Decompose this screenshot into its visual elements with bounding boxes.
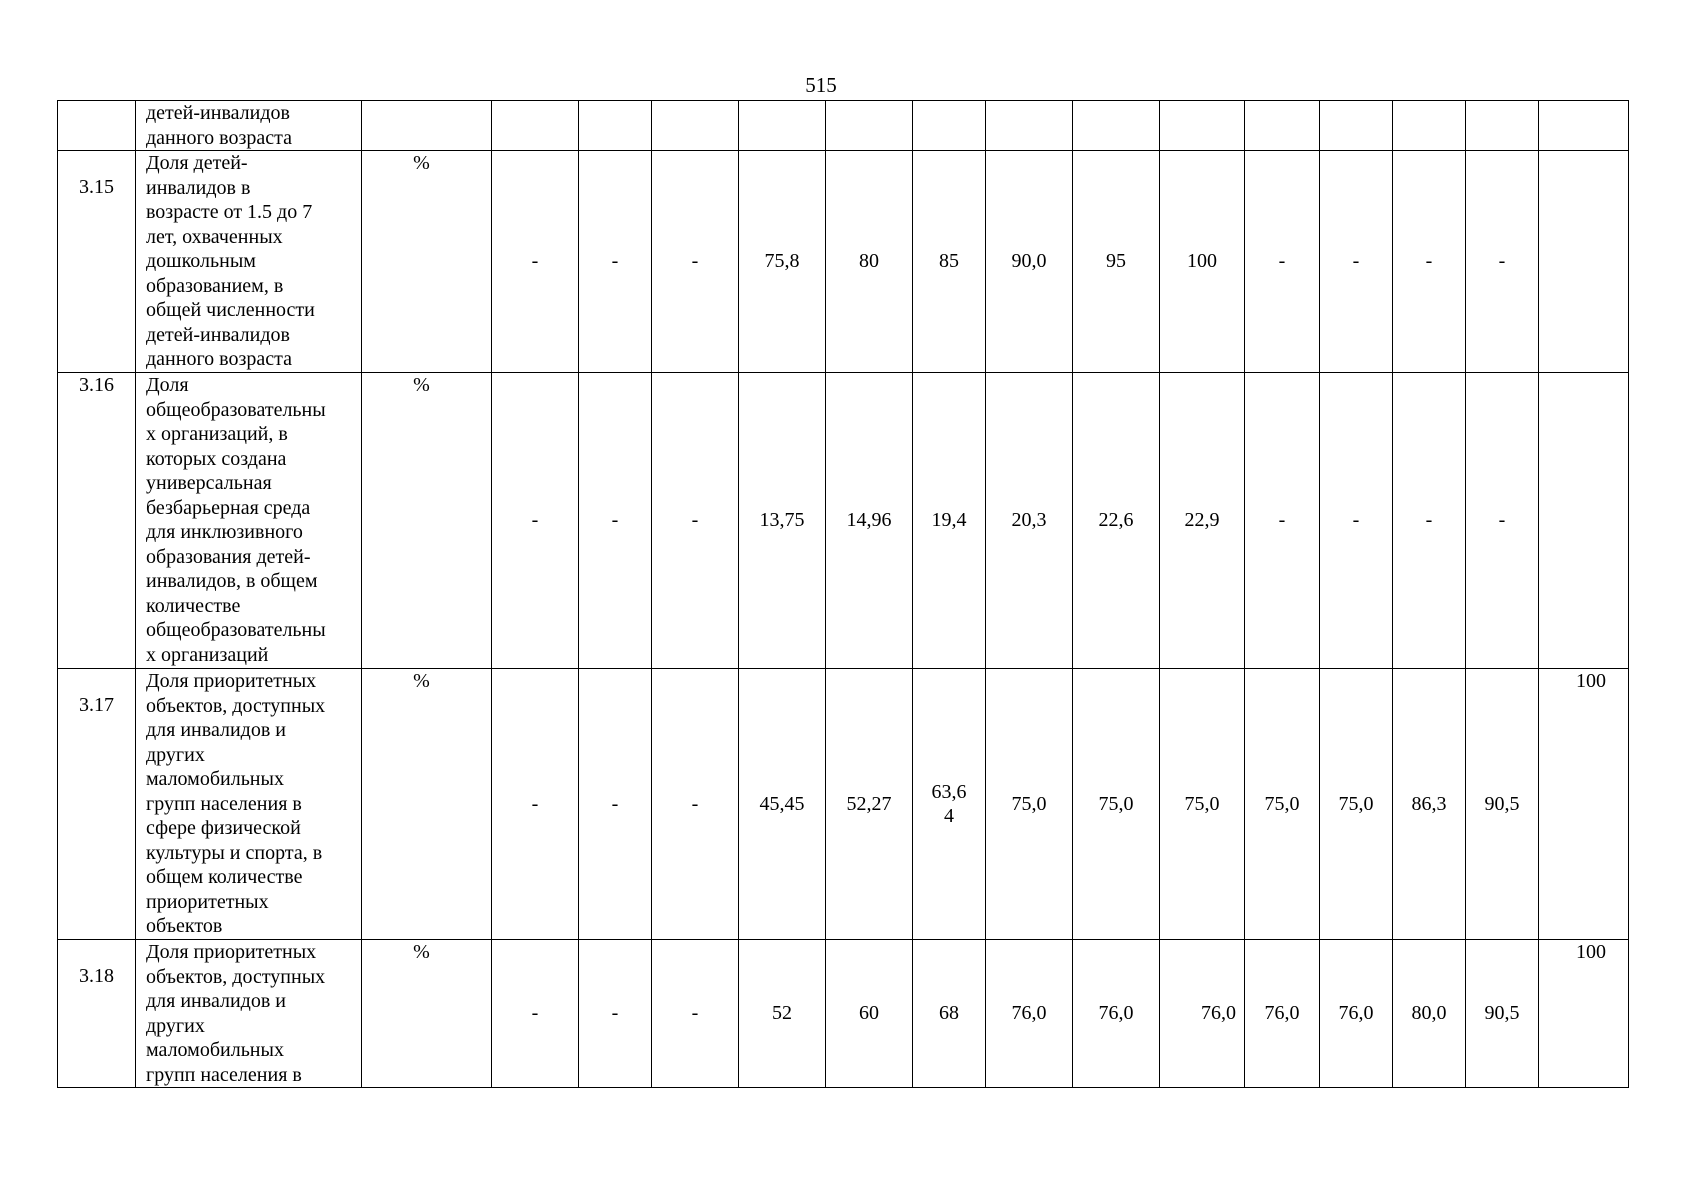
value-cell bbox=[492, 101, 579, 151]
unit-cell: % bbox=[362, 151, 492, 373]
value-cell bbox=[1539, 373, 1629, 669]
value-cell: 80,0 bbox=[1393, 940, 1466, 1088]
value-cell: 75,0 bbox=[1245, 669, 1320, 940]
value-cell: 60 bbox=[826, 940, 913, 1088]
indicator-name bbox=[136, 101, 362, 151]
indicator-name-line: объектов, доступных bbox=[146, 965, 326, 988]
value-cell: - bbox=[1393, 151, 1466, 373]
indicator-name-line: образования детей- bbox=[146, 545, 311, 568]
value-cell: - bbox=[579, 151, 652, 373]
value-cell bbox=[579, 101, 652, 151]
table-row bbox=[58, 669, 1629, 940]
value-cell: 22,6 bbox=[1073, 373, 1160, 669]
indicator-name-line: детей-инвалидов bbox=[146, 323, 290, 346]
row-number: 3.15 bbox=[58, 151, 136, 373]
value-cell: 90,5 bbox=[1466, 940, 1539, 1088]
value-cell bbox=[652, 101, 739, 151]
value-cell: - bbox=[652, 940, 739, 1088]
row-number: 3.16 bbox=[58, 373, 136, 669]
unit-cell: % bbox=[362, 669, 492, 940]
value-cell bbox=[1160, 101, 1245, 151]
value-cell: 86,3 bbox=[1393, 669, 1466, 940]
value-cell: 20,3 bbox=[986, 373, 1073, 669]
value-cell: 13,75 bbox=[739, 373, 826, 669]
value-cell: 85 bbox=[913, 151, 986, 373]
value-cell bbox=[1393, 101, 1466, 151]
indicator-name-line: других bbox=[146, 743, 205, 766]
value-cell bbox=[739, 101, 826, 151]
indicator-name-line: инвалидов, в общем bbox=[146, 570, 318, 592]
table-row bbox=[58, 151, 1629, 373]
indicator-name-line: инвалидов в bbox=[146, 176, 251, 199]
value-cell: - bbox=[1393, 373, 1466, 669]
indicator-name-line: которых создана bbox=[146, 447, 287, 470]
indicator-name-line: Доля приоритетных bbox=[146, 941, 317, 963]
value-cell: 63,6 4 bbox=[913, 669, 986, 940]
indicator-name-line: дошкольным bbox=[146, 250, 256, 272]
value-cell: - bbox=[579, 940, 652, 1088]
row-number: 3.18 bbox=[58, 940, 136, 1088]
value-cell bbox=[1466, 101, 1539, 151]
value-cell: - bbox=[492, 373, 579, 669]
indicator-name-line: данного возраста bbox=[146, 348, 292, 370]
indicator-name-line: культуры и спорта, в bbox=[146, 841, 323, 864]
indicator-name-line: для инвалидов и bbox=[146, 990, 286, 1012]
indicator-name-line: детей-инвалидов bbox=[146, 102, 290, 124]
indicator-name-line: объектов, доступных bbox=[146, 694, 326, 717]
indicator-name-line: х организаций bbox=[146, 643, 269, 666]
table-body bbox=[58, 101, 1629, 1088]
indicator-name-line: для инвалидов и bbox=[146, 719, 286, 741]
indicator-name-line: общеобразовательны bbox=[146, 398, 326, 421]
indicator-name bbox=[136, 151, 362, 373]
value-cell: - bbox=[1320, 373, 1393, 669]
value-cell: 75,0 bbox=[1160, 669, 1245, 940]
value-cell: 80 bbox=[826, 151, 913, 373]
value-cell: 52 bbox=[739, 940, 826, 1088]
value-cell: 45,45 bbox=[739, 669, 826, 940]
indicator-name bbox=[136, 669, 362, 940]
value-cell: - bbox=[652, 373, 739, 669]
value-cell: 95 bbox=[1073, 151, 1160, 373]
indicator-name-line: общеобразовательны bbox=[146, 619, 326, 641]
value-cell: 14,96 bbox=[826, 373, 913, 669]
indicator-name-line: сфере физической bbox=[146, 817, 301, 839]
indicator-name-line: маломобильных bbox=[146, 768, 284, 790]
value-cell bbox=[826, 101, 913, 151]
value-cell bbox=[1320, 101, 1393, 151]
value-cell: - bbox=[652, 151, 739, 373]
value-cell: - bbox=[492, 669, 579, 940]
value-cell: 90,0 bbox=[986, 151, 1073, 373]
value-cell: 75,0 bbox=[986, 669, 1073, 940]
value-cell bbox=[1245, 101, 1320, 151]
value-cell: - bbox=[652, 669, 739, 940]
value-cell: - bbox=[579, 669, 652, 940]
unit-cell bbox=[362, 101, 492, 151]
table-row bbox=[58, 101, 1629, 151]
unit-cell: % bbox=[362, 373, 492, 669]
indicator-name-line: безбарьерная среда bbox=[146, 496, 311, 519]
row-number bbox=[58, 101, 136, 151]
indicator-name-line: общем количестве bbox=[146, 866, 303, 888]
value-cell bbox=[913, 101, 986, 151]
indicator-name-line: возрасте от 1.5 до 7 bbox=[146, 201, 313, 223]
table-row bbox=[58, 373, 1629, 669]
value-cell: 75,0 bbox=[1073, 669, 1160, 940]
row-number: 3.17 bbox=[58, 669, 136, 940]
value-cell: - bbox=[1320, 151, 1393, 373]
indicator-name-line: образованием, в bbox=[146, 274, 284, 297]
value-cell: 68 bbox=[913, 940, 986, 1088]
indicator-name-line: данного возраста bbox=[146, 126, 292, 149]
value-cell: - bbox=[1245, 373, 1320, 669]
indicator-name-line: для инклюзивного bbox=[146, 521, 303, 543]
value-cell: 76,0 bbox=[1245, 940, 1320, 1088]
value-cell bbox=[1539, 151, 1629, 373]
value-cell: 22,9 bbox=[1160, 373, 1245, 669]
indicator-name-line: других bbox=[146, 1014, 205, 1037]
indicators-table bbox=[57, 100, 1629, 1088]
value-cell: - bbox=[579, 373, 652, 669]
value-cell bbox=[1073, 101, 1160, 151]
value-cell: 52,27 bbox=[826, 669, 913, 940]
value-cell: - bbox=[1466, 373, 1539, 669]
value-cell: 76,0 bbox=[1320, 940, 1393, 1088]
indicator-name-line: Доля bbox=[146, 374, 189, 396]
value-cell: 100 bbox=[1539, 940, 1629, 1088]
indicator-name-line: х организаций, в bbox=[146, 423, 288, 445]
page-number: 515 bbox=[805, 73, 837, 97]
value-cell: - bbox=[492, 940, 579, 1088]
indicator-name-line: объектов bbox=[146, 915, 223, 937]
value-cell: 100 bbox=[1539, 669, 1629, 940]
indicator-name-line: приоритетных bbox=[146, 890, 269, 913]
value-cell bbox=[986, 101, 1073, 151]
value-cell: 75,0 bbox=[1320, 669, 1393, 940]
unit-cell: % bbox=[362, 940, 492, 1088]
value-cell: 90,5 bbox=[1466, 669, 1539, 940]
value-cell: 100 bbox=[1160, 151, 1245, 373]
indicator-name-line: групп населения в bbox=[146, 792, 302, 815]
indicator-name-line: Доля детей- bbox=[146, 152, 248, 174]
indicator-name-line: маломобильных bbox=[146, 1039, 284, 1061]
indicator-name-line: лет, охваченных bbox=[146, 225, 283, 248]
value-cell: 76,0 bbox=[986, 940, 1073, 1088]
value-cell: - bbox=[492, 151, 579, 373]
value-cell: 76,0 bbox=[1160, 940, 1245, 1088]
indicator-name-line: количестве bbox=[146, 594, 241, 617]
value-cell: 75,8 bbox=[739, 151, 826, 373]
indicator-name-line: общей численности bbox=[146, 299, 315, 321]
indicator-name-line: универсальная bbox=[146, 472, 272, 494]
indicator-name-line: групп населения в bbox=[146, 1063, 302, 1086]
value-cell: 19,4 bbox=[913, 373, 986, 669]
value-cell: - bbox=[1466, 151, 1539, 373]
indicator-name-line: Доля приоритетных bbox=[146, 670, 317, 692]
table-row bbox=[58, 940, 1629, 1088]
indicator-name bbox=[136, 940, 362, 1088]
indicator-name bbox=[136, 373, 362, 669]
value-cell: 76,0 bbox=[1073, 940, 1160, 1088]
value-cell bbox=[1539, 101, 1629, 151]
value-cell: - bbox=[1245, 151, 1320, 373]
